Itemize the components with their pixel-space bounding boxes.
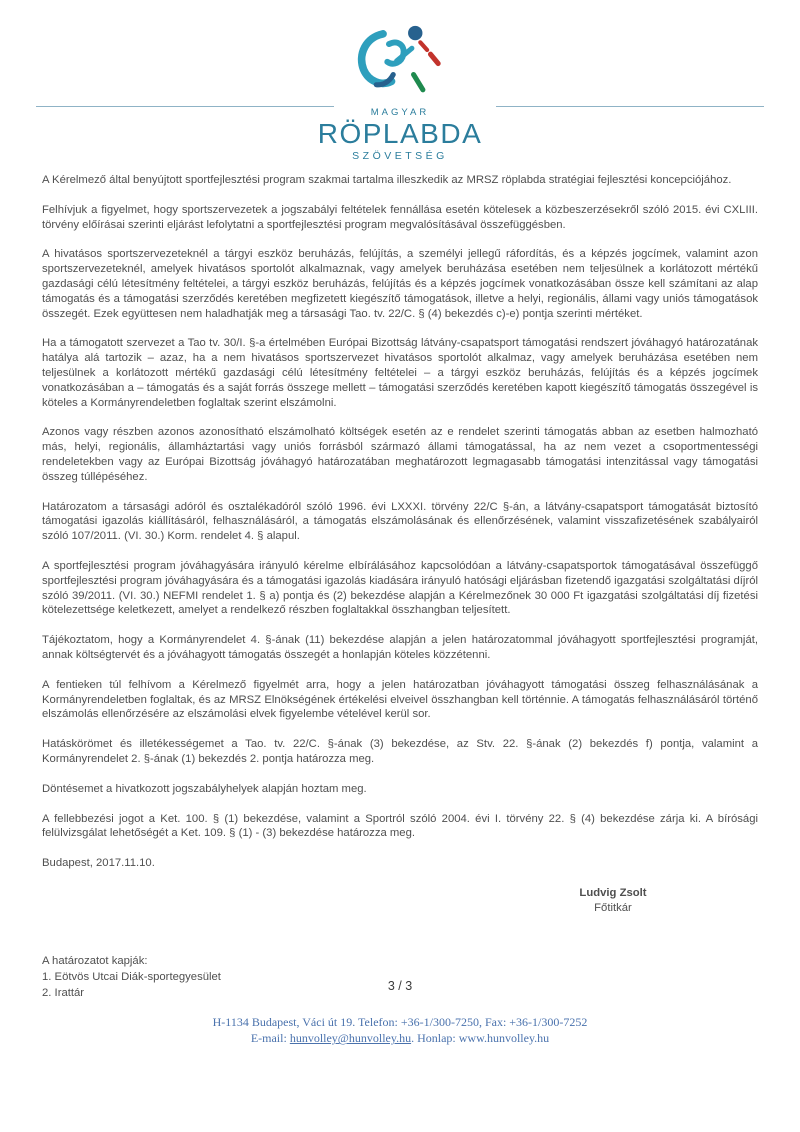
footer-homepage-url: www.hunvolley.hu	[458, 1031, 550, 1046]
footer-email-label: E-mail:	[250, 1031, 287, 1046]
recipients-block	[42, 954, 758, 1001]
date-line: Budapest, 2017.11.10.	[42, 857, 155, 870]
footer-email-line	[0, 1030, 800, 1046]
paragraph-publication-duty: Tájékoztatom, hogy a Kormányrendelet 4. §-ának (11) bekezdése alapján a jelen határozatommal jóváhagyott sportfejlesztési programját, annak költségtervét és a jóváhagyott támogatás összegét a honlapján köteles közzétenni.	[42, 634, 758, 661]
recipient-item: 1. Eötvös Utcai Diák-sportegyesület	[42, 970, 221, 983]
footer-contact	[0, 1014, 800, 1046]
logo-text-roplabda: RÖPLABDA	[317, 118, 483, 149]
logo-text-szovetseg: SZÖVETSÉG	[352, 150, 448, 163]
document-body	[42, 173, 758, 1001]
paragraph-public-procurement: Felhívjuk a figyelmet, hogy sportszervezetek a jogszabályi feltételek fennállása esetén kötelesek a közbeszerzésekről szóló 2015. évi CXLIII. törvény előírásai szerinti eljárást lefolytatni a sportfejlesztési program megvalósításával összefüggésben.	[42, 203, 758, 231]
signatory-title: Főtitkár	[594, 902, 632, 915]
footer-address-text: H-1134 Budapest, Váci út 19. Telefon: +36-1/300-7250, Fax: +36-1/300-7252	[212, 1015, 588, 1029]
paragraph-usage-rules: A fentieken túl felhívom a Kérelmező figyelmét arra, hogy a jelen határozatban jóváhagyott támogatási összeg felhasználásának a Kormányrendeletben foglaltak, és az MRSZ Elnökségének értékelési elveivel összhangban kell történnie. A támogatás felhasználásáról történő elszámolás ellenőrzésére az elszámolási elvek figyelembe vételével kerül sor.	[42, 678, 758, 721]
logo-text-magyar: MAGYAR	[370, 107, 430, 118]
paragraph-competence: Hatáskörömet és illetékességemet a Tao. tv. 22/C. §-ának (3) bekezdése, az Stv. 22. §-ának (2) bekezdés f) pontja, valamint a Kormányrendelet 2. §-ának (1) bekezdés 2. pontja határozza meg.	[42, 738, 758, 765]
header-rule-right	[496, 106, 764, 107]
paragraph-concept-fit: A Kérelmező által benyújtott sportfejlesztési program szakmai tartalma illeszkedik az MRSZ röplabda stratégiai fejlesztési koncepciójához.	[42, 174, 732, 186]
signature-block	[498, 886, 728, 917]
footer-email-link[interactable]: hunvolley@hunvolley.hu	[289, 1031, 412, 1046]
paragraph-eu-commission-scheme: Ha a támogatott szervezet a Tao tv. 30/I. §-a értelmében Európai Bizottság látvány-csapatsport támogatási rendszert jóváhagyó határozatának hatálya alá tartozik – azaz, ha a nem hivatásos sportszervezet hivatásos sportolót alkalmaz, vagy amelyek beruházása esetében nem teljesülnek a korlátozott mértékű gazdasági célú létesítmény feltételei – a tárgyi eszköz beruházás, felújítás és a képzés jogcímek vonatkozásában a – támogatás és a saját forrás összege mellett – támogatási szerződés keretében kapott kiegészítő támogatás összegével is köteles a Kormányrendeletben foglaltak szerint elszámolni.	[42, 337, 758, 409]
footer-dot: .	[411, 1031, 415, 1046]
document-header	[0, 0, 800, 170]
footer-address-line	[0, 1014, 800, 1030]
paragraph-decision-basis: Döntésemet a hivatkozott jogszabályhelyek alapján hoztam meg.	[42, 782, 367, 795]
recipient-item: 2. Irattár	[42, 986, 85, 999]
paragraph-appeal: A fellebbezési jogot a Ket. 100. § (1) bekezdése, valamint a Sportról szóló 2004. évi I. törvény 22. § (4) bekezdése zárja ki. A bírósági felülvizsgálat lehetőségét a Ket. 109. § (1) - (3) bekezdése határozza meg.	[42, 812, 758, 840]
recipients-heading: A határozatot kapják:	[42, 955, 148, 968]
paragraph-professional-orgs: A hivatásos sportszervezeteknél a tárgyi eszköz beruházás, felújítás, a személyi jellegű ráfordítás, és a képzés jogcímek, valamint azon sportszervezeteknél, amelyek hivatásos sportolót alkalmaznak, vagy amelyek beruházása esetében nem teljesülnek a korlátozott mértékű gazdasági célú létesítmény feltételei, a tárgyi eszköz beruházás, felújítás és a képzés jogcímek vonatkozásában össze kell számítani az alap támogatás és a támogatási szerződés keretében megfizetett kiegészítő támogatások, illetve a helyi, regionális, állami vagy uniós támogatások összegét. Ezek együttesen nem haladhatják meg a társasági Tao. tv. 22/C. § (4) bekezdés c)-e) pontja szerinti mértéket.	[42, 248, 758, 320]
paragraph-legal-basis: Határozatom a társasági adóról és osztalékadóról szóló 1996. évi LXXXI. törvény 22/C §-án, a látvány-csapatsport támogatását biztosító támogatási igazolás kiállításáról, felhasználásáról, a támogatás elszámolásának és ellenőrzésének, valamint visszafizetésének szabályairól szóló 107/2011. (VI. 30.) Korm. rendelet 4. § alapul.	[42, 500, 758, 543]
volleyball-player-icon	[348, 22, 452, 100]
paragraph-service-fee: A sportfejlesztési program jóváhagyására irányuló kérelme elbírálásához kapcsolódóan a látvány-csapatsportok támogatásával összefüggő sportfejlesztési program jóváhagyására és a támogatási igazolás kiadására irányuló hatósági eljárásban fizetendő igazgatási szolgáltatási díjról szóló 39/2011. (VI. 30.) NEFMI rendelet 1. § a) pontja és (2) bekezdése alapján a Kérelmezőnek 30 000 Ft igazgatási szolgáltatási díj fizetési kötelezettsége keletkezett, amelyet a rendelkező részben foglaltakkal összhangban teljesített.	[42, 559, 758, 617]
mrsz-logo	[270, 22, 530, 162]
paragraph-cost-accumulation: Azonos vagy részben azonos azonosítható elszámolható költségek esetén az e rendelet szerinti támogatás abban az esetben halmozható más, helyi, regionális, államháztartási vagy uniós forrásból származó állami támogatással, ha az nem vezet a csoportmentességi rendeletekben vagy az Európai Bizottság jóváhagyó határozatában meghatározott legmagasabb támogatási intenzitással vagy támogatási összeg túllépéséhez.	[42, 426, 758, 483]
footer-homepage-label: Honlap:	[417, 1031, 456, 1046]
signatory-name: Ludvig Zsolt	[579, 886, 647, 899]
page-number: 3 / 3	[387, 979, 413, 993]
